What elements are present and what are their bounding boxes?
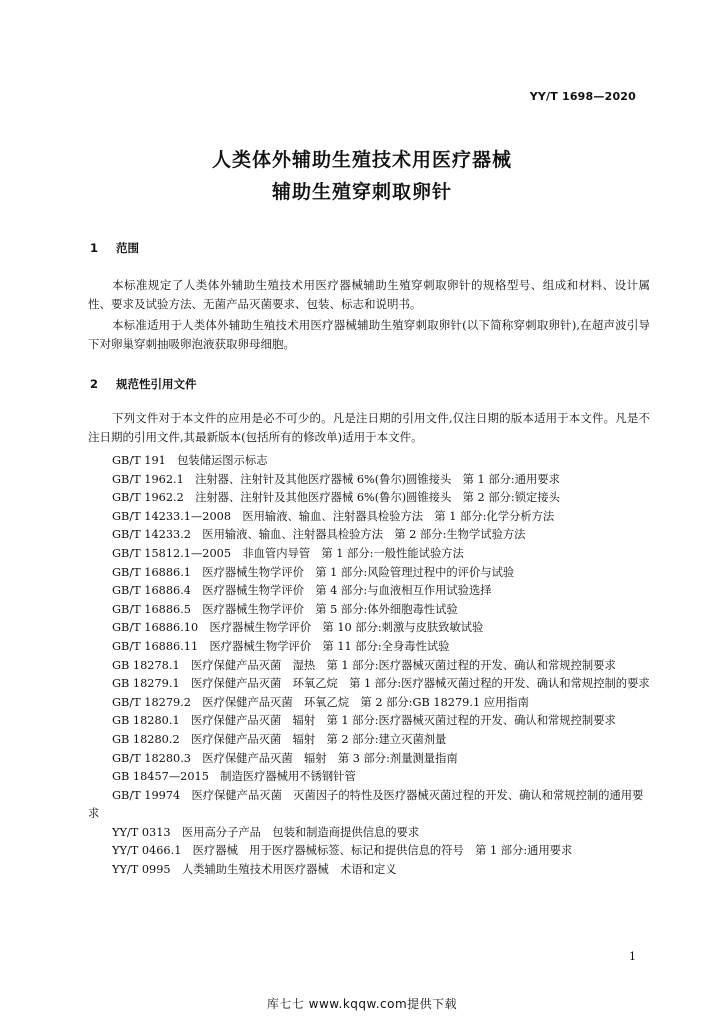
reference-item: GB/T 1962.2 注射器、注射针及其他医疗器械 6%(鲁尔)圆锥接头 第 2 部分:锁定接头 xyxy=(112,491,560,505)
standard-number: YY/T 1698—2020 xyxy=(529,90,636,103)
reference-item: GB 18457—2015 制造医疗器械用不锈钢针管 xyxy=(112,770,356,784)
reference-item: GB 18280.1 医疗保健产品灭菌 辐射 第 1 部分:医疗器械灭菌过程的开发、确认和常规控制要求 xyxy=(112,714,616,728)
reference-item: YY/T 0313 医用高分子产品 包装和制造商提供信息的要求 xyxy=(112,825,420,839)
normative-references-list xyxy=(88,452,652,880)
reference-item: GB/T 18280.3 医疗保健产品灭菌 辐射 第 3 部分:剂量测量指南 xyxy=(112,751,458,765)
footer-download-note[interactable]: 库七七 www.kqqw.com提供下载 xyxy=(266,997,458,1011)
reference-item: GB/T 14233.2 医用输液、输血、注射器具检验方法 第 2 部分:生物学试验方法 xyxy=(112,528,526,542)
reference-item: YY/T 0995 人类辅助生殖技术用医疗器械 术语和定义 xyxy=(112,863,397,877)
reference-item: GB/T 14233.1—2008 医用输液、输血、注射器具检验方法 第 1 部分:化学分析方法 xyxy=(112,509,555,523)
section-1-heading xyxy=(90,240,139,256)
reference-item: GB/T 16886.10 医疗器械生物学评价 第 10 部分:刺激与皮肤致敏试验 xyxy=(112,621,484,635)
section-2-title: 规范性引用文件 xyxy=(116,377,197,391)
reference-item: GB/T 1962.1 注射器、注射针及其他医疗器械 6%(鲁尔)圆锥接头 第 1 部分:通用要求 xyxy=(112,472,560,486)
reference-item: GB/T 19974 医疗保健产品灭菌 灭菌因子的特性及医疗器械灭菌过程的开发、确认和常规控制的通用要求 xyxy=(88,788,644,821)
section-1-title: 范围 xyxy=(116,241,139,255)
reference-item: GB/T 16886.5 医疗器械生物学评价 第 5 部分:体外细胞毒性试验 xyxy=(112,602,458,616)
section-2-intro: 下列文件对于本文件的应用是必不可少的。凡是注日期的引用文件,仅注日期的版本适用于本文件。凡是不注日期的引用文件,其最新版本(包括所有的修改单)适用于本文件。 xyxy=(88,411,650,444)
reference-item: GB 18278.1 医疗保健产品灭菌 湿热 第 1 部分:医疗器械灭菌过程的开发、确认和常规控制要求 xyxy=(112,658,616,672)
reference-item: YY/T 0466.1 医疗器械 用于医疗器械标签、标记和提供信息的符号 第 1 部分:通用要求 xyxy=(112,844,573,858)
reference-item: GB/T 16886.4 医疗器械生物学评价 第 4 部分:与血液相互作用试验选择 xyxy=(112,584,492,598)
reference-item: GB/T 191 包装储运图示标志 xyxy=(112,454,268,467)
section-1-number: 1 xyxy=(90,241,99,255)
reference-item: GB/T 18279.2 医疗保健产品灭菌 环氧乙烷 第 2 部分:GB 18279.1 应用指南 xyxy=(112,695,529,709)
reference-item: GB/T 16886.11 医疗器械生物学评价 第 11 部分:全身毒性试验 xyxy=(112,639,450,653)
section-1-paragraph-1: 本标准规定了人类体外辅助生殖技术用医疗器械辅助生殖穿刺取卵针的规格型号、组成和材料、设计属性、要求及试验方法、无菌产品灭菌要求、包装、标志和说明书。 xyxy=(88,278,650,311)
reference-item: GB/T 16886.1 医疗器械生物学评价 第 1 部分:风险管理过程中的评价与试验 xyxy=(112,565,515,579)
page-number: 1 xyxy=(629,950,636,963)
section-2-heading xyxy=(90,376,197,392)
document-title-line1: 人类体外辅助生殖技术用医疗器械 xyxy=(211,149,512,171)
section-2-number: 2 xyxy=(90,377,99,391)
document-title-line2: 辅助生殖穿刺取卵针 xyxy=(271,181,452,203)
reference-item: GB 18279.1 医疗保健产品灭菌 环氧乙烷 第 1 部分:医疗器械灭菌过程的开发、确认和常规控制的要求 xyxy=(112,677,650,691)
section-1-paragraph-2: 本标准适用于人类体外辅助生殖技术用医疗器械辅助生殖穿刺取卵针(以下简称穿刺取卵针),在超声波引导下对卵巢穿刺抽吸卵泡液获取卵母细胞。 xyxy=(88,318,650,351)
reference-item: GB 18280.2 医疗保健产品灭菌 辐射 第 2 部分:建立灭菌剂量 xyxy=(112,732,447,746)
reference-item: GB/T 15812.1—2005 非血管内导管 第 1 部分:一般性能试验方法 xyxy=(112,546,464,560)
